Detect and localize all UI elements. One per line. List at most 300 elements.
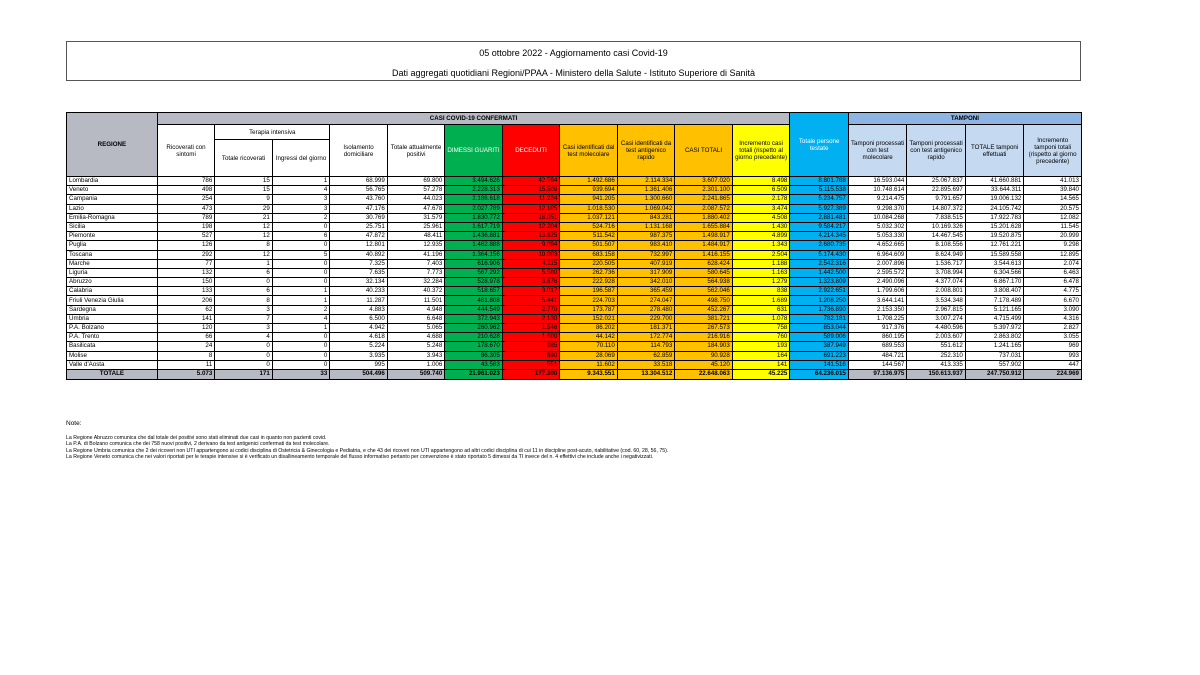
cell-casi-antigenico: 983.410 — [617, 241, 675, 250]
cell-totale-persone: 5.174.430 — [790, 250, 849, 259]
cell-totale-persone: 8.801.788 — [790, 177, 849, 186]
table-row — [67, 241, 1082, 250]
cell-totale-tamponi: 19.006.132 — [965, 195, 1024, 204]
cell-incremento-tamponi: 9.298 — [1024, 241, 1082, 250]
cell-totale-persone: 5.234.757 — [790, 195, 849, 204]
cell-totale-ricoverati: 12 — [215, 232, 273, 241]
cell-casi-totali: 22.648.063 — [675, 369, 733, 379]
cell-deceduti: 985 — [502, 342, 560, 351]
cell-totale-tamponi: 12.761.221 — [965, 241, 1024, 250]
cell-incremento-casi: 45.225 — [732, 369, 790, 379]
cell-casi-totali: 564.938 — [675, 278, 733, 287]
cell-tamponi-molecolare: 3.644.141 — [848, 296, 907, 305]
cell-deceduti: 11.224 — [502, 195, 560, 204]
cell-casi-antigenico: 407.919 — [617, 259, 675, 268]
cell-ricoverati: 8 — [157, 351, 215, 360]
cell-tamponi-molecolare: 1.708.225 — [848, 314, 907, 323]
cell-ricoverati: 150 — [157, 278, 215, 287]
cell-ricoverati: 789 — [157, 213, 215, 222]
cell-casi-totali: 580.645 — [675, 268, 733, 277]
title-box — [66, 41, 1081, 81]
cell-regione: Marche — [67, 259, 158, 268]
cell-tamponi-antigenico: 22.895.697 — [907, 186, 966, 195]
cell-isolamento: 56.765 — [330, 186, 388, 195]
cell-tamponi-antigenico: 9.791.657 — [907, 195, 966, 204]
cell-incremento-casi: 2.178 — [732, 195, 790, 204]
cell-totale-tamponi: 2.863.802 — [965, 333, 1024, 342]
cell-totale-tamponi: 6.304.566 — [965, 268, 1024, 277]
cell-tamponi-antigenico: 4.377.074 — [907, 278, 966, 287]
cell-totale-persone: 9.584.217 — [790, 222, 849, 231]
cell-totale-persone: 5.115.538 — [790, 186, 849, 195]
cell-dimessi: 1.617.719 — [445, 222, 503, 231]
cell-totale-tamponi: 24.105.742 — [965, 204, 1024, 213]
cell-isolamento: 40.233 — [330, 287, 388, 296]
cell-totale-positivi: 12.935 — [387, 241, 445, 250]
cell-incremento-tamponi: 6.463 — [1024, 268, 1082, 277]
cell-deceduti: 42.594 — [502, 177, 560, 186]
cell-casi-totali: 267.573 — [675, 324, 733, 333]
cell-tamponi-molecolare: 5.032.302 — [848, 222, 907, 231]
report-title: 05 ottobre 2022 - Aggiornamento casi Covid-19 — [479, 48, 668, 58]
cell-totale-positivi: 47.678 — [387, 204, 445, 213]
cell-incremento-tamponi: 3.055 — [1024, 333, 1082, 342]
cell-casi-antigenico: 62.859 — [617, 351, 675, 360]
cell-ingressi: 6 — [272, 232, 330, 241]
cell-incremento-tamponi: 12.895 — [1024, 250, 1082, 259]
table-row — [67, 232, 1082, 241]
cell-ingressi: 0 — [272, 278, 330, 287]
cell-ricoverati: 254 — [157, 195, 215, 204]
cell-totale-persone: 4.214.345 — [790, 232, 849, 241]
cell-totale-tamponi: 557.902 — [965, 360, 1024, 369]
cell-tamponi-molecolare: 2.490.096 — [848, 278, 907, 287]
cell-incremento-casi: 758 — [732, 324, 790, 333]
cell-regione: P.A. Trento — [67, 333, 158, 342]
cell-ingressi: 0 — [272, 222, 330, 231]
cell-isolamento: 47.176 — [330, 204, 388, 213]
cell-regione: Piemonte — [67, 232, 158, 241]
cell-ingressi: 2 — [272, 305, 330, 314]
cell-incremento-tamponi: 2.074 — [1024, 259, 1082, 268]
cell-incremento-casi: 1.689 — [732, 296, 790, 305]
cell-isolamento: 11.287 — [330, 296, 388, 305]
cell-isolamento: 68.999 — [330, 177, 388, 186]
header-tamponi-antigenico: Tamponi processati con test antigenico rapido — [907, 125, 966, 177]
cell-casi-molecolare: 28.069 — [560, 351, 618, 360]
cell-deceduti: 2.770 — [502, 305, 560, 314]
cell-regione: Campania — [67, 195, 158, 204]
cell-casi-totali: 2.087.572 — [675, 204, 733, 213]
cell-totale-persone: 1.442.500 — [790, 268, 849, 277]
cell-deceduti: 4.115 — [502, 259, 560, 268]
note-bolzano: La P.A. di Bolzano comunica che dei 758 nuovi positivi, 2 derivano da test antigenici confermati da test molecolare. — [66, 441, 330, 448]
cell-totale-positivi: 1.006 — [387, 360, 445, 369]
cell-casi-molecolare: 1.492.686 — [560, 177, 618, 186]
cell-regione: Abruzzo — [67, 278, 158, 287]
cell-regione: Veneto — [67, 186, 158, 195]
cell-incremento-casi: 1.163 — [732, 268, 790, 277]
cell-totale-ricoverati: 29 — [215, 204, 273, 213]
cell-isolamento: 25.751 — [330, 222, 388, 231]
cell-tamponi-molecolare: 10.084.268 — [848, 213, 907, 222]
cell-totale-persone: 2.542.316 — [790, 259, 849, 268]
cell-totale-persone: 782.181 — [790, 314, 849, 323]
table-row — [67, 213, 1082, 222]
cell-totale-ricoverati: 12 — [215, 222, 273, 231]
cell-incremento-tamponi: 14.565 — [1024, 195, 1082, 204]
cell-ricoverati: 198 — [157, 222, 215, 231]
cell-deceduti: 1.600 — [502, 333, 560, 342]
cell-totale-persone: 5.927.389 — [790, 204, 849, 213]
cell-tamponi-antigenico: 2.967.815 — [907, 305, 966, 314]
cell-casi-totali: 562.046 — [675, 287, 733, 296]
cell-tamponi-antigenico: 3.708.994 — [907, 268, 966, 277]
cell-tamponi-molecolare: 16.593.044 — [848, 177, 907, 186]
cell-regione: Umbria — [67, 314, 158, 323]
cell-casi-antigenico: 317.909 — [617, 268, 675, 277]
cell-dimessi: 567.292 — [445, 268, 503, 277]
cell-incremento-tamponi: 11.545 — [1024, 222, 1082, 231]
cell-isolamento: 43.760 — [330, 195, 388, 204]
cell-casi-antigenico: 33.518 — [617, 360, 675, 369]
cell-tamponi-antigenico: 551.612 — [907, 342, 966, 351]
cell-tamponi-molecolare: 860.195 — [848, 333, 907, 342]
cell-totale-tamponi: 3.808.407 — [965, 287, 1024, 296]
cell-regione: Friuli Venezia Giulia — [67, 296, 158, 305]
cell-isolamento: 5.224 — [330, 342, 388, 351]
cell-ingressi: 1 — [272, 177, 330, 186]
cell-casi-antigenico: 181.371 — [617, 324, 675, 333]
cell-incremento-casi: 141 — [732, 360, 790, 369]
header-casi-antigenico: Casi identificati da test antigenico rapido — [617, 125, 675, 177]
cell-tamponi-antigenico: 3.534.348 — [907, 296, 966, 305]
cell-tamponi-antigenico: 14.807.372 — [907, 204, 966, 213]
header-totale-ricoverati: Totale ricoverati — [215, 140, 273, 177]
cell-totale-tamponi: 5.121.165 — [965, 305, 1024, 314]
cell-casi-molecolare: 44.142 — [560, 333, 618, 342]
cell-totale-positivi: 3.943 — [387, 351, 445, 360]
cell-tamponi-antigenico: 10.169.326 — [907, 222, 966, 231]
cell-tamponi-molecolare: 2.595.572 — [848, 268, 907, 277]
cell-casi-molecolare: 941.205 — [560, 195, 618, 204]
cell-isolamento: 7.635 — [330, 268, 388, 277]
cell-totale-tamponi: 4.715.499 — [965, 314, 1024, 323]
cell-dimessi: 1.830.772 — [445, 213, 503, 222]
cell-totale-ricoverati: 7 — [215, 314, 273, 323]
cell-dimessi: 210.628 — [445, 333, 503, 342]
cell-totale-ricoverati: 0 — [215, 278, 273, 287]
cell-incremento-tamponi: 224.969 — [1024, 369, 1082, 379]
cell-totale-persone: 141.516 — [790, 360, 849, 369]
cell-totale-ricoverati: 8 — [215, 296, 273, 305]
cell-incremento-casi: 164 — [732, 351, 790, 360]
cell-ingressi: 3 — [272, 195, 330, 204]
cell-casi-totali: 452.267 — [675, 305, 733, 314]
table-row — [67, 324, 1082, 333]
cell-casi-molecolare: 11.602 — [560, 360, 618, 369]
cell-totale-tamponi: 3.544.613 — [965, 259, 1024, 268]
cell-dimessi: 518.657 — [445, 287, 503, 296]
cell-deceduti: 1.546 — [502, 324, 560, 333]
cell-dimessi: 1.364.156 — [445, 250, 503, 259]
cell-deceduti: 15.509 — [502, 186, 560, 195]
cell-ricoverati: 473 — [157, 204, 215, 213]
table-row — [67, 204, 1082, 213]
cell-incremento-tamponi: 993 — [1024, 351, 1082, 360]
header-band-casi: CASI COVID-19 CONFERMATI — [157, 113, 790, 125]
header-totale-positivi: Totale attualmente positivi — [387, 125, 445, 177]
cell-totale-tamponi: 5.397.972 — [965, 324, 1024, 333]
cell-casi-totali: 628.424 — [675, 259, 733, 268]
header-incremento-casi: Incremento casi totali (rispetto al giorno precedente) — [732, 125, 790, 177]
table-row — [67, 222, 1082, 231]
cell-totale-positivi: 41.196 — [387, 250, 445, 259]
cell-tamponi-antigenico: 150.613.937 — [907, 369, 966, 379]
cell-ricoverati: 132 — [157, 268, 215, 277]
cell-tamponi-antigenico: 252.310 — [907, 351, 966, 360]
cell-ingressi: 1 — [272, 287, 330, 296]
cell-casi-molecolare: 220.505 — [560, 259, 618, 268]
cell-tamponi-antigenico: 7.838.515 — [907, 213, 966, 222]
cell-totale-tamponi: 15.589.558 — [965, 250, 1024, 259]
header-totale-persone: Totale persone testate — [790, 113, 849, 177]
cell-totale-tamponi: 15.201.628 — [965, 222, 1024, 231]
cell-ricoverati: 206 — [157, 296, 215, 305]
cell-deceduti: 13.625 — [502, 232, 560, 241]
cell-incremento-casi: 760 — [732, 333, 790, 342]
cell-casi-antigenico: 1.131.168 — [617, 222, 675, 231]
header-ricoverati: Ricoverati con sintomi — [157, 125, 215, 177]
cell-dimessi: 178.670 — [445, 342, 503, 351]
cell-isolamento: 6.500 — [330, 314, 388, 323]
cell-totale-ricoverati: 4 — [215, 333, 273, 342]
cell-deceduti: 3.676 — [502, 278, 560, 287]
cell-casi-molecolare: 511.542 — [560, 232, 618, 241]
cell-incremento-tamponi: 6.478 — [1024, 278, 1082, 287]
cell-dimessi: 372.943 — [445, 314, 503, 323]
cell-tamponi-molecolare: 689.553 — [848, 342, 907, 351]
cell-casi-molecolare: 173.787 — [560, 305, 618, 314]
cell-tamponi-molecolare: 97.136.975 — [848, 369, 907, 379]
cell-ricoverati: 11 — [157, 360, 215, 369]
cell-ricoverati: 126 — [157, 241, 215, 250]
cell-casi-antigenico: 2.114.334 — [617, 177, 675, 186]
table-row — [67, 250, 1082, 259]
cell-totale-ricoverati: 0 — [215, 342, 273, 351]
cell-totale-positivi: 69.800 — [387, 177, 445, 186]
cell-deceduti: 3.017 — [502, 287, 560, 296]
cell-ricoverati: 5.073 — [157, 369, 215, 379]
cell-ricoverati: 66 — [157, 333, 215, 342]
cell-totale-ricoverati: 12 — [215, 250, 273, 259]
cell-tamponi-molecolare: 2.153.350 — [848, 305, 907, 314]
cell-tamponi-antigenico: 4.480.596 — [907, 324, 966, 333]
note-veneto: La Regione Veneto comunica che nei valori riportati per le terapie intensive si è verificato un disallineamento temporale del flusso informativo pertanto per convenzione è stato riportato 5 dimessi da TI invece del n. 4 effettivi che include anche i negativizzati. — [66, 454, 654, 461]
cell-incremento-casi: 1.279 — [732, 278, 790, 287]
cell-casi-molecolare: 683.158 — [560, 250, 618, 259]
cell-deceduti: 5.441 — [502, 296, 560, 305]
cell-incremento-tamponi: 4.775 — [1024, 287, 1082, 296]
cell-tamponi-antigenico: 413.335 — [907, 360, 966, 369]
cell-incremento-tamponi: 20.575 — [1024, 204, 1082, 213]
cell-totale-persone: 2.680.735 — [790, 241, 849, 250]
cell-dimessi: 2.186.618 — [445, 195, 503, 204]
cell-casi-antigenico: 365.459 — [617, 287, 675, 296]
cell-tamponi-antigenico: 3.007.274 — [907, 314, 966, 323]
cell-ricoverati: 292 — [157, 250, 215, 259]
cell-isolamento: 47.872 — [330, 232, 388, 241]
cell-totale-positivi: 509.740 — [387, 369, 445, 379]
cell-totale-positivi: 31.579 — [387, 213, 445, 222]
cell-regione: Toscana — [67, 250, 158, 259]
note-umbria: La Regione Umbria comunica che 2 dei ricoveri non UTI appartengono ai codici disciplina di Ostetricia & Ginecologia e Pediatria, e che 43 dei ricoveri non UTI appartengono ad altri codici disciplina di cui 11 in discipline post-acuto, riabilitative (cod. 60, 28, 56, 75). — [66, 447, 669, 454]
cell-casi-molecolare: 1.018.530 — [560, 204, 618, 213]
cell-incremento-casi: 838 — [732, 287, 790, 296]
table-row — [67, 342, 1082, 351]
cell-casi-totali: 3.607.020 — [675, 177, 733, 186]
cell-tamponi-antigenico: 2.003.607 — [907, 333, 966, 342]
cell-incremento-tamponi: 3.090 — [1024, 305, 1082, 314]
cell-casi-antigenico: 13.304.512 — [617, 369, 675, 379]
cell-casi-totali: 1.484.917 — [675, 241, 733, 250]
cell-totale-positivi: 57.278 — [387, 186, 445, 195]
cell-regione: P.A. Bolzano — [67, 324, 158, 333]
cell-casi-antigenico: 987.375 — [617, 232, 675, 241]
cell-ingressi: 1 — [272, 296, 330, 305]
header-tamponi-molecolare: Tamponi processati con test molecolare — [848, 125, 907, 177]
cell-ingressi: 2 — [272, 213, 330, 222]
cell-totale-positivi: 44.023 — [387, 195, 445, 204]
cell-incremento-casi: 1.343 — [732, 241, 790, 250]
cell-totale-ricoverati: 15 — [215, 177, 273, 186]
cell-tamponi-molecolare: 1.799.606 — [848, 287, 907, 296]
cell-deceduti: 10.803 — [502, 250, 560, 259]
cell-isolamento: 4.883 — [330, 305, 388, 314]
table-row — [67, 186, 1082, 195]
cell-dimessi: 2.228.313 — [445, 186, 503, 195]
cell-incremento-casi: 8.498 — [732, 177, 790, 186]
cell-isolamento: 4.618 — [330, 333, 388, 342]
cell-tamponi-antigenico: 8.108.556 — [907, 241, 966, 250]
cell-deceduti: 18.051 — [502, 213, 560, 222]
cell-isolamento: 40.892 — [330, 250, 388, 259]
cell-totale-tamponi: 41.660.881 — [965, 177, 1024, 186]
cell-totale-tamponi: 17.922.783 — [965, 213, 1024, 222]
cell-casi-molecolare: 196.587 — [560, 287, 618, 296]
cell-ingressi: 4 — [272, 186, 330, 195]
cell-totale-tamponi: 19.520.875 — [965, 232, 1024, 241]
cell-totale-positivi: 11.501 — [387, 296, 445, 305]
cell-totale-ricoverati: 8 — [215, 241, 273, 250]
table-row — [67, 268, 1082, 277]
cell-ingressi: 1 — [272, 324, 330, 333]
cell-casi-totali: 2.241.865 — [675, 195, 733, 204]
cell-tamponi-molecolare: 9.298.370 — [848, 204, 907, 213]
header-deceduti: DECEDUTI — [502, 125, 560, 177]
cell-tamponi-antigenico: 2.008.801 — [907, 287, 966, 296]
cell-ingressi: 0 — [272, 268, 330, 277]
cell-totale-positivi: 48.411 — [387, 232, 445, 241]
cell-dimessi: 3.494.626 — [445, 177, 503, 186]
cell-totale-ricoverati: 1 — [215, 259, 273, 268]
cell-tamponi-molecolare: 10.748.614 — [848, 186, 907, 195]
cell-casi-antigenico: 843.281 — [617, 213, 675, 222]
cell-totale-ricoverati: 0 — [215, 360, 273, 369]
cell-incremento-casi: 631 — [732, 305, 790, 314]
note-abruzzo: La Regione Abruzzo comunica che dal totale dei positivi sono stati eliminati due casi in quanto non pazienti covid. — [66, 434, 327, 441]
table-row — [67, 278, 1082, 287]
cell-tamponi-molecolare: 917.376 — [848, 324, 907, 333]
cell-regione: Puglia — [67, 241, 158, 250]
cell-casi-molecolare: 70.110 — [560, 342, 618, 351]
cell-totale-positivi: 7.773 — [387, 268, 445, 277]
cell-isolamento: 4.942 — [330, 324, 388, 333]
table-body — [67, 177, 1082, 380]
cell-incremento-tamponi: 447 — [1024, 360, 1082, 369]
cell-ingressi: 0 — [272, 241, 330, 250]
header-totale-tamponi: TOTALE tamponi effettuati — [965, 125, 1024, 177]
cell-ricoverati: 527 — [157, 232, 215, 241]
cell-totale-positivi: 7.403 — [387, 259, 445, 268]
cell-totale-tamponi: 33.644.311 — [965, 186, 1024, 195]
cell-incremento-casi: 4.508 — [732, 213, 790, 222]
cell-totale-ricoverati: 15 — [215, 186, 273, 195]
cell-totale-ricoverati: 6 — [215, 268, 273, 277]
header-incremento-tamponi: Incremento tamponi totali (rispetto al giorno precedente) — [1024, 125, 1082, 177]
cell-ricoverati: 77 — [157, 259, 215, 268]
cell-casi-totali: 1.416.155 — [675, 250, 733, 259]
cell-ricoverati: 24 — [157, 342, 215, 351]
cell-casi-totali: 381.721 — [675, 314, 733, 323]
cell-casi-molecolare: 86.202 — [560, 324, 618, 333]
cell-dimessi: 21.961.023 — [445, 369, 503, 379]
cell-totale-persone: 64.236.015 — [790, 369, 849, 379]
cell-totale-positivi: 4.688 — [387, 333, 445, 342]
cell-totale-positivi: 25.961 — [387, 222, 445, 231]
cell-incremento-casi: 4.899 — [732, 232, 790, 241]
cell-regione: Sardegna — [67, 305, 158, 314]
cell-totale-tamponi: 737.031 — [965, 351, 1024, 360]
cell-casi-molecolare: 262.736 — [560, 268, 618, 277]
cell-isolamento: 504.496 — [330, 369, 388, 379]
cell-casi-antigenico: 172.774 — [617, 333, 675, 342]
cell-casi-antigenico: 342.010 — [617, 278, 675, 287]
report-subtitle: Dati aggregati quotidiani Regioni/PPAA - Ministero della Salute - Istituto Superiore di Sanità — [391, 68, 756, 78]
cell-isolamento: 12.801 — [330, 241, 388, 250]
cell-ricoverati: 141 — [157, 314, 215, 323]
cell-deceduti: 177.300 — [502, 369, 560, 379]
cell-totale-tamponi: 6.867.170 — [965, 278, 1024, 287]
cell-dimessi: 1.462.888 — [445, 241, 503, 250]
cell-ingressi: 0 — [272, 351, 330, 360]
cell-totale-persone: 1.323.809 — [790, 278, 849, 287]
header-casi-totali: CASI TOTALI — [675, 125, 733, 177]
cell-regione: Sicilia — [67, 222, 158, 231]
cell-totale-positivi: 5.065 — [387, 324, 445, 333]
cell-incremento-tamponi: 20.999 — [1024, 232, 1082, 241]
cell-ricoverati: 498 — [157, 186, 215, 195]
notes-section — [66, 421, 1082, 461]
table-row — [67, 351, 1082, 360]
cell-incremento-tamponi: 41.013 — [1024, 177, 1082, 186]
cell-casi-molecolare: 9.343.551 — [560, 369, 618, 379]
cell-totale-tamponi: 1.241.165 — [965, 342, 1024, 351]
header-band-tamponi: TAMPONI — [848, 113, 1081, 125]
cell-ricoverati: 120 — [157, 324, 215, 333]
cell-ingressi: 33 — [272, 369, 330, 379]
cell-deceduti: 5.580 — [502, 268, 560, 277]
